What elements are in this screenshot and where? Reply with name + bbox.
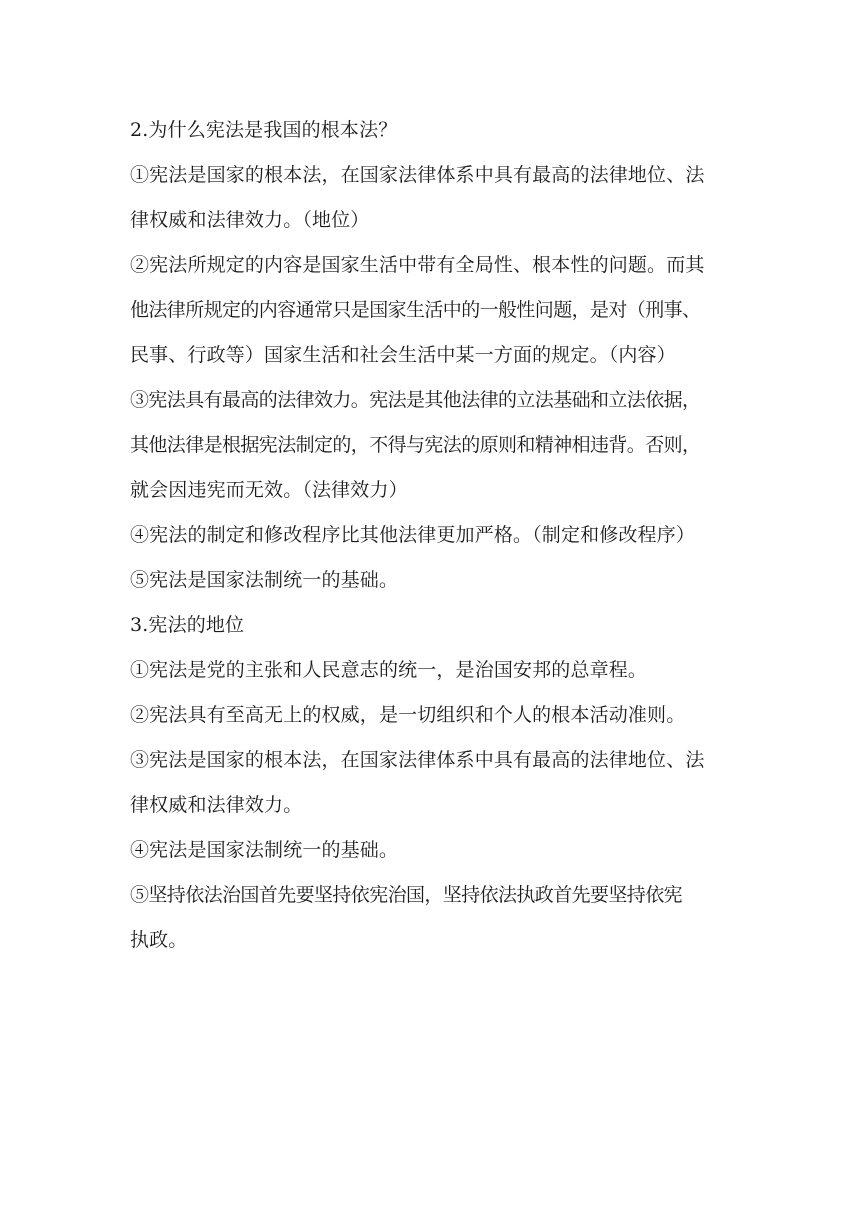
text-line: ⑤坚持依法治国首先要坚持依宪治国，坚持依法执政首先要坚持依宪	[130, 884, 683, 906]
text-line: 民事、行政等）国家生活和社会生活中某一方面的规定。（内容）	[130, 344, 676, 366]
text-line: 律权威和法律效力。	[130, 794, 303, 816]
text-line: ①宪法是国家的根本法，在国家法律体系中具有最高的法律地位、法	[130, 164, 705, 186]
section-heading-2: 2.为什么宪法是我国的根本法？	[130, 119, 398, 141]
text-line: 其他法律是根据宪法制定的，不得与宪法的原则和精神相违背。否则，	[130, 434, 701, 456]
text-line: ②宪法具有至高无上的权威，是一切组织和个人的根本活动准则。	[130, 704, 686, 726]
text-line: 就会因违宪而无效。（法律效力）	[130, 479, 408, 501]
text-line: ④宪法的制定和修改程序比其他法律更加严格。（制定和修改程序）	[130, 524, 696, 546]
text-line: ①宪法是党的主张和人民意志的统一，是治国安邦的总章程。	[130, 659, 648, 681]
text-line: ③宪法是国家的根本法，在国家法律体系中具有最高的法律地位、法	[130, 749, 705, 771]
text-line: ④宪法是国家法制统一的基础。	[130, 839, 399, 861]
text-line: 执政。	[130, 929, 188, 951]
text-line: 律权威和法律效力。（地位）	[130, 209, 370, 231]
text-line: ③宪法具有最高的法律效力。宪法是其他法律的立法基础和立法依据，	[130, 389, 701, 411]
text-line: ②宪法所规定的内容是国家生活中带有全局性、根本性的问题。而其	[130, 254, 705, 276]
section-heading-3: 3.宪法的地位	[130, 614, 245, 636]
text-line: ⑤宪法是国家法制统一的基础。	[130, 569, 399, 591]
document-body	[130, 108, 730, 963]
text-line: 他法律所规定的内容通常只是国家生活中的一般性问题，是对（刑事、	[130, 299, 701, 321]
